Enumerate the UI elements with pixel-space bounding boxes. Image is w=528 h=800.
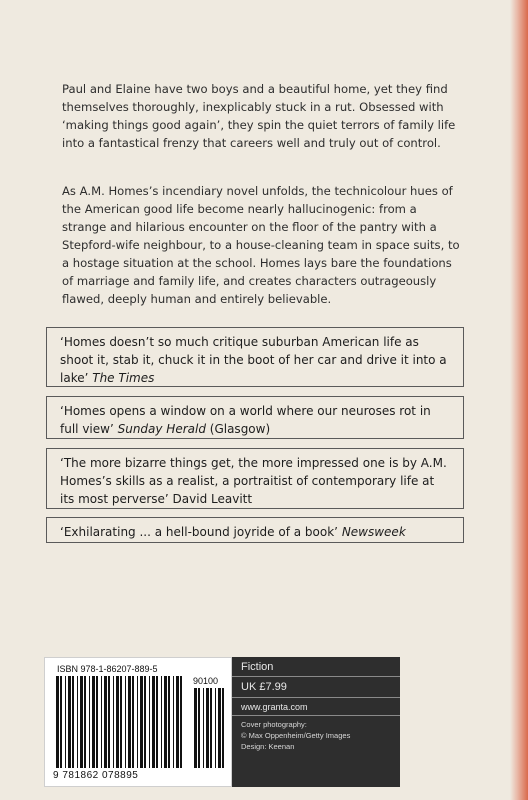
barcode-bar [108, 676, 110, 768]
barcode-bar [128, 676, 131, 768]
barcode-bar [56, 676, 59, 768]
quote-source: The Times [92, 371, 155, 385]
info-panel [232, 657, 400, 787]
barcode-panel [44, 657, 232, 787]
barcode-bar [68, 676, 71, 768]
barcode-bar [168, 676, 170, 768]
barcode-bar [222, 688, 224, 768]
quote-text: ‘Exhilarating ... a hell-bound joyride of a book’ [60, 525, 338, 539]
barcode-bar [156, 676, 158, 768]
barcode-bar [84, 676, 86, 768]
barcode-bar [164, 676, 167, 768]
barcode-bar [101, 676, 102, 768]
blurb-paragraph-1: Paul and Elaine have two boys and a beautiful home, yet they find themselves thoroughly, inexplicably stuck in a rut. Obsessed with ‘making things good again’, they spin the quiet terrors of family life into a fantastical frenzy that careers well and truly out of control. [62, 82, 456, 150]
credit-line: © Max Oppenheim/Getty Images [241, 731, 351, 740]
cover-edge-red [510, 0, 528, 800]
barcode-bar [104, 676, 107, 768]
quote-text: ‘Homes opens a window on a world where our neuroses rot in full view’ [60, 404, 431, 436]
barcode-bar [125, 676, 126, 768]
quote-text: ‘The more bizarre things get, the more impressed one is by A.M. Homes’s skills as a realist, a portraitist of contemporary life at its most perverse’ [60, 456, 447, 506]
barcode-bar [116, 676, 119, 768]
barcode-bar [77, 676, 78, 768]
barcode-bar [89, 676, 90, 768]
price-code: 90100 [193, 676, 219, 686]
barcode-bar [92, 676, 95, 768]
blurb-paragraph-2: As A.M. Homes’s incendiary novel unfolds, the technicolour hues of the American good life become nearly hallucinogenic: from a strange and hilarious encounter on the floor of the pantry with a Stepford-wife neighbour, to a house-cleaning team in space suits, to a hostage situation at the school. Homes lays bare the foundations of marriage and family life, and creates characters outrageously flawed, deeply human and entirely believable. [62, 184, 460, 306]
review-quote-1 [46, 327, 464, 387]
quote-text: ‘Homes doesn’t so much critique suburban American life as shoot it, stab it, chuck it in the boot of her car and drive it into a lake’ [60, 335, 447, 385]
barcode-bar [140, 676, 143, 768]
barcode-bar [194, 688, 197, 768]
review-quote-3 [46, 448, 464, 509]
quote-source: David Leavitt [172, 492, 253, 506]
barcode-bar [120, 676, 122, 768]
barcode-bar [218, 688, 221, 768]
barcode-bar [180, 676, 182, 768]
barcode-bar [65, 676, 66, 768]
barcode-bar [161, 676, 162, 768]
barcode-bar [152, 676, 155, 768]
barcode-bar [173, 676, 174, 768]
barcode-bar [210, 688, 212, 768]
barcode-bar [215, 688, 216, 768]
barcode-bar [60, 676, 62, 768]
barcode-bar [137, 676, 138, 768]
barcode-bar [96, 676, 98, 768]
credit-line: Cover photography: [241, 720, 307, 729]
quote-source: Newsweek [341, 525, 406, 539]
quote-source-suffix: (Glasgow) [205, 422, 271, 436]
barcode-bar [72, 676, 74, 768]
isbn-label: ISBN 978-1-86207-889-5 [57, 664, 158, 674]
barcode-bar [132, 676, 134, 768]
barcode-bar [113, 676, 114, 768]
barcode-bar [144, 676, 146, 768]
barcode-bar [203, 688, 204, 768]
credit-line: Design: Keenan [241, 742, 295, 751]
website-label: www.granta.com [232, 698, 400, 716]
review-quote-4 [46, 517, 464, 543]
barcode-bar [80, 676, 83, 768]
barcode-bar [198, 688, 200, 768]
ean-digits: 9 781862 078895 [53, 770, 139, 781]
barcode-bar [206, 688, 209, 768]
review-quote-2 [46, 396, 464, 439]
genre-label: Fiction [232, 657, 400, 677]
quote-source: Sunday Herald [117, 422, 206, 436]
price-label: UK £7.99 [232, 677, 400, 698]
barcode-bar [149, 676, 150, 768]
ean-barcode [55, 676, 185, 768]
addon-barcode [193, 688, 227, 768]
barcode-bar [176, 676, 179, 768]
credits [241, 719, 350, 752]
